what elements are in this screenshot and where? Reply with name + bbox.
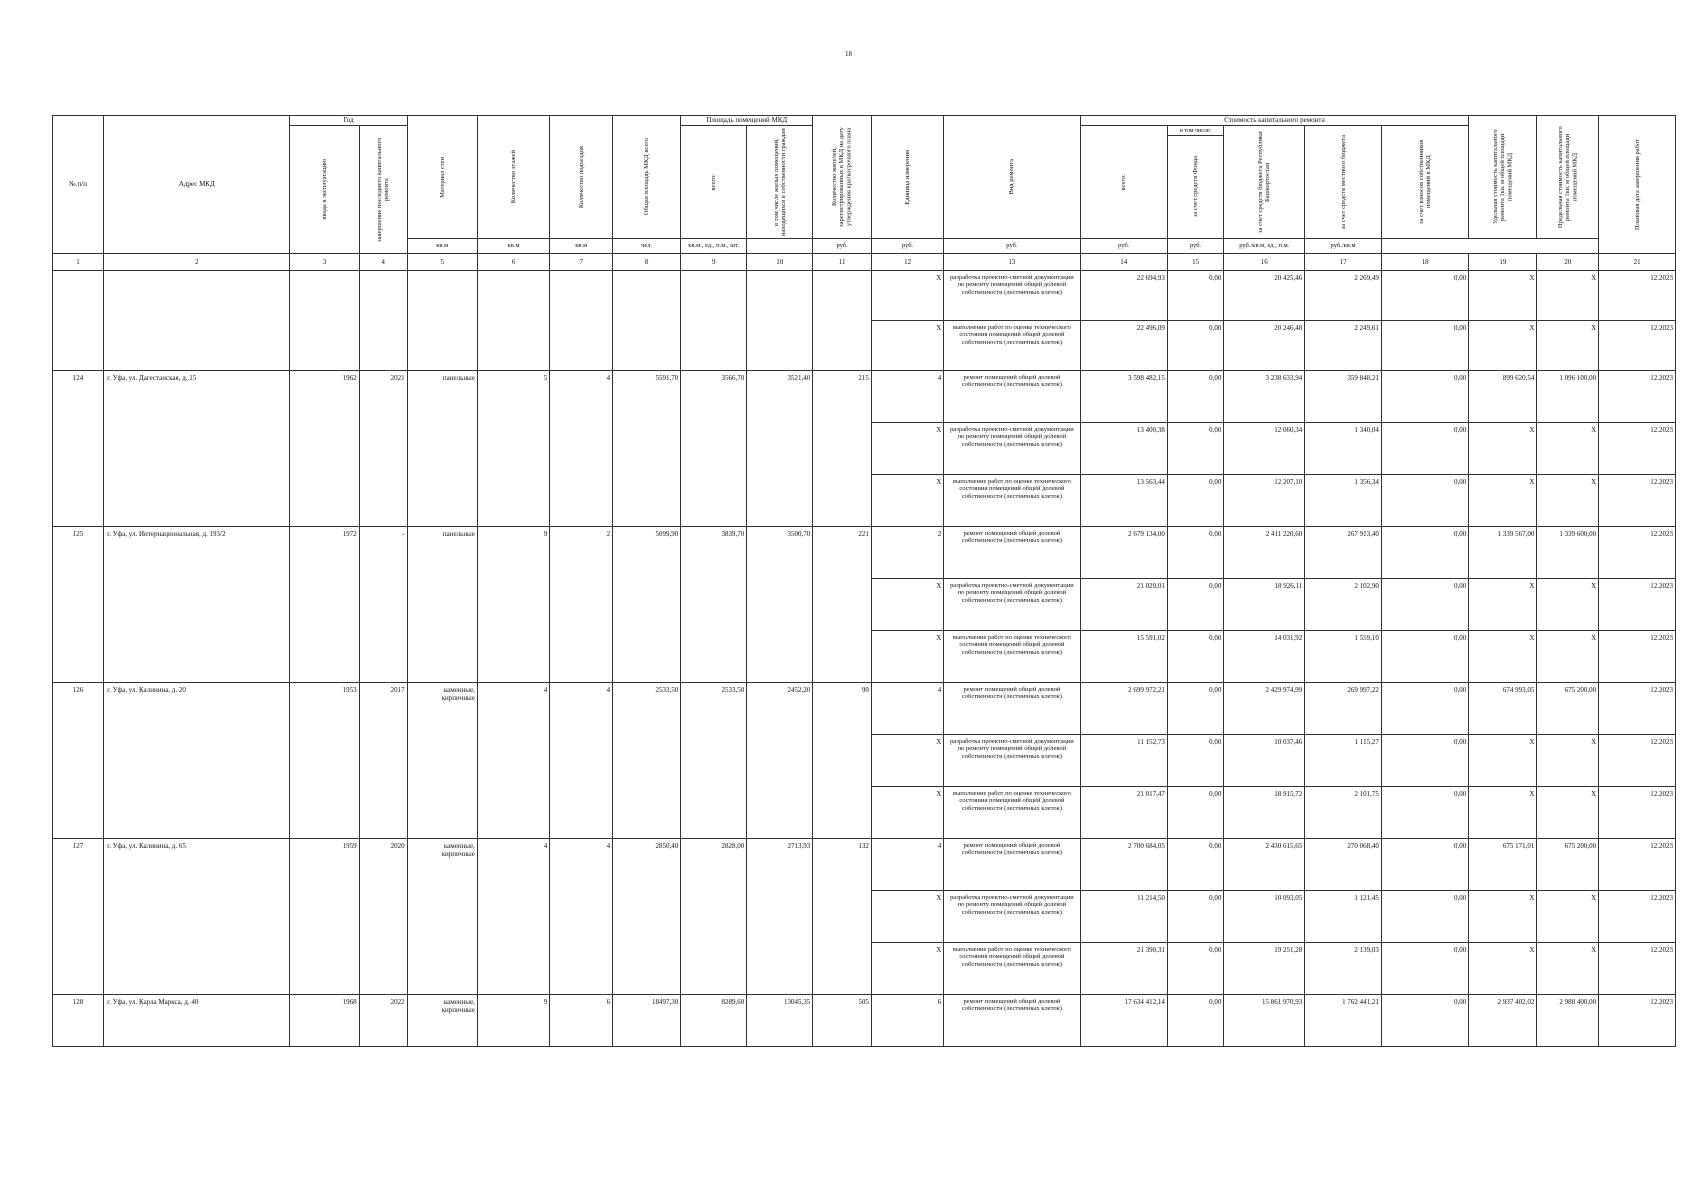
- cell-deadline: 12.2023: [1599, 943, 1676, 995]
- header-num: № п/п: [53, 116, 104, 254]
- cell-work-type: ремонт помещений общей долевой собственности (лестничных клеток): [944, 839, 1080, 891]
- cell-entrances: 4: [550, 371, 613, 527]
- cell-unit-cost: X: [1469, 579, 1537, 631]
- column-number: 8: [613, 254, 681, 271]
- cell-deadline: 12.2023: [1599, 423, 1676, 475]
- cell-max-cost: 675 200,00: [1537, 839, 1599, 891]
- cell-entrances: 6: [550, 995, 613, 1047]
- cell-qty: 4: [871, 683, 943, 735]
- cell-cost-total: 2 700 684,05: [1080, 839, 1167, 891]
- cell-unit-cost: X: [1469, 423, 1537, 475]
- cell-work-type: выполнение работ по оценке технического состояния помещений общей долевой собственности (лестничных клеток): [944, 943, 1080, 995]
- header-work-type: Вид ремонта: [944, 116, 1080, 239]
- cell-qty: X: [871, 271, 943, 321]
- cell-cost-republic: 18 915,72: [1224, 787, 1305, 839]
- cell-cost-fund: 0,00: [1167, 735, 1223, 787]
- cell-max-cost: X: [1537, 735, 1599, 787]
- cell-cost-republic: 2 411 220,60: [1224, 527, 1305, 579]
- header-cost-including: в том числе:: [1168, 128, 1223, 136]
- cell-area-living: 3500,70: [747, 527, 813, 683]
- column-number: 19: [1469, 254, 1537, 271]
- cell-unit-cost: 674 993,05: [1469, 683, 1537, 735]
- cell-year-built: 1959: [290, 839, 359, 995]
- cell-cost-total: 2 679 134,00: [1080, 527, 1167, 579]
- cell-floors: 4: [477, 839, 549, 995]
- cell-unit-cost: 899 620,54: [1469, 371, 1537, 423]
- cell-work-type: выполнение работ по оценке технического состояния помещений общей долевой собственности (лестничных клеток): [944, 321, 1080, 371]
- column-number: 15: [1167, 254, 1223, 271]
- table-row: [53, 683, 1676, 735]
- cell-deadline: 12.2023: [1599, 527, 1676, 579]
- cell-unit-cost: X: [1469, 321, 1537, 371]
- cell-unit-cost: 1 339 567,00: [1469, 527, 1537, 579]
- cell-deadline: 12.2023: [1599, 995, 1676, 1047]
- cell-cost-total: 21 017,47: [1080, 787, 1167, 839]
- cell-cost-local: 1 121,45: [1305, 891, 1382, 943]
- cell-cost-fund: 0,00: [1167, 995, 1223, 1047]
- cell-cost-owners: 0,00: [1381, 271, 1468, 321]
- cell-qty: X: [871, 475, 943, 527]
- cell-qty: X: [871, 423, 943, 475]
- unit-rub: руб.: [813, 239, 872, 254]
- unit-qty: кв.м., ед., п.м., шт.: [681, 239, 747, 254]
- cell-cost-owners: 0,00: [1381, 371, 1468, 423]
- cell-work-type: ремонт помещений общей долевой собственности (лестничных клеток): [944, 683, 1080, 735]
- cell-wall: каменные, кирпичные: [407, 683, 477, 839]
- unit-rub: руб.: [944, 239, 1080, 254]
- unit-rub-per-sqm: руб./кв.м: [1305, 239, 1382, 254]
- cell-max-cost: X: [1537, 321, 1599, 371]
- cell-cost-owners: 0,00: [1381, 475, 1468, 527]
- unit-rub-per: руб./кв.м, ед., п.м.: [1224, 239, 1305, 254]
- header-residents: Количество жителей, зарегистрированных в МКД на дату утверждения краткосрочного плана: [813, 116, 872, 239]
- cell-total-area: 2850,40: [613, 839, 681, 995]
- cell-cost-total: 17 634 412,14: [1080, 995, 1167, 1047]
- cell-address: г. Уфа, ул. Калинина, д. 20: [104, 683, 290, 839]
- cell-empty: [477, 271, 549, 371]
- cell-unit-cost: X: [1469, 891, 1537, 943]
- table-row: [53, 371, 1676, 423]
- cell-year-built: 1972: [290, 527, 359, 683]
- cell-residents: 90: [813, 683, 872, 839]
- cell-cost-republic: 10 037,46: [1224, 735, 1305, 787]
- header-unit-cost: Удельная стоимость капитального ремонта 1кв. м общей площади помещений МКД: [1469, 116, 1537, 239]
- cell-work-type: выполнение работ по оценке технического состояния помещений общей долевой собственности (лестничных клеток): [944, 787, 1080, 839]
- table-row: [53, 527, 1676, 579]
- cell-empty: [550, 271, 613, 371]
- cell-floors: 4: [477, 683, 549, 839]
- cell-cost-local: 1 340,04: [1305, 423, 1382, 475]
- cell-year-built: 1968: [290, 995, 359, 1047]
- cell-empty: [681, 271, 747, 371]
- cell-cost-owners: 0,00: [1381, 683, 1468, 735]
- cell-cost-fund: 0,00: [1167, 683, 1223, 735]
- cell-area-all: 3839,70: [681, 527, 747, 683]
- cell-cost-republic: 19 251,28: [1224, 943, 1305, 995]
- cell-cost-owners: 0,00: [1381, 891, 1468, 943]
- cell-num: 126: [53, 683, 104, 839]
- cell-empty: [104, 271, 290, 371]
- cell-address: г. Уфа, ул. Интернациональная, д. 193/2: [104, 527, 290, 683]
- unit-area: кв.м: [477, 239, 549, 254]
- cell-work-type: разработка проектно-сметной документации по ремонту помещений общей долевой собственности (лестничных клеток): [944, 735, 1080, 787]
- column-number: 2: [104, 254, 290, 271]
- cell-work-type: разработка проектно-сметной документации по ремонту помещений общей долевой собственности (лестничных клеток): [944, 271, 1080, 321]
- cell-qty: X: [871, 943, 943, 995]
- cell-year-built: 1953: [290, 683, 359, 839]
- unit-area: кв.м: [407, 239, 477, 254]
- cell-cost-republic: 14 031,92: [1224, 631, 1305, 683]
- cell-cost-fund: 0,00: [1167, 787, 1223, 839]
- cell-residents: 505: [813, 995, 872, 1047]
- cell-address: г. Уфа, ул. Карла Маркса, д. 40: [104, 995, 290, 1047]
- cell-work-type: разработка проектно-сметной документации по ремонту помещений общей долевой собственности (лестничных клеток): [944, 891, 1080, 943]
- cell-cost-fund: 0,00: [1167, 527, 1223, 579]
- cell-cost-fund: 0,00: [1167, 423, 1223, 475]
- cell-work-type: ремонт помещений общей долевой собственности (лестничных клеток): [944, 527, 1080, 579]
- cell-cost-total: 22 496,09: [1080, 321, 1167, 371]
- column-number: 10: [747, 254, 813, 271]
- cell-total-area: 5591,70: [613, 371, 681, 527]
- column-number: 12: [871, 254, 943, 271]
- cell-cost-local: 1 762 441,21: [1305, 995, 1382, 1047]
- column-number: 5: [407, 254, 477, 271]
- cell-wall: каменные, кирпичные: [407, 995, 477, 1047]
- cell-cost-total: 21 029,01: [1080, 579, 1167, 631]
- cell-unit-cost: 2 937 402,02: [1469, 995, 1537, 1047]
- cell-year-repair: -: [359, 527, 407, 683]
- cell-address: г. Уфа, ул. Дагестанская, д. 15: [104, 371, 290, 527]
- header-floors: Количество этажей: [477, 116, 549, 239]
- cell-cost-local: 2 249,61: [1305, 321, 1382, 371]
- cell-unit-cost: X: [1469, 735, 1537, 787]
- cell-qty: X: [871, 321, 943, 371]
- cell-max-cost: X: [1537, 271, 1599, 321]
- cell-cost-fund: 0,00: [1167, 943, 1223, 995]
- cell-max-cost: X: [1537, 943, 1599, 995]
- cell-area-living: 2452,20: [747, 683, 813, 839]
- cell-max-cost: X: [1537, 475, 1599, 527]
- cell-empty: [613, 271, 681, 371]
- cell-max-cost: 1 096 100,00: [1537, 371, 1599, 423]
- cell-deadline: 12.2023: [1599, 631, 1676, 683]
- cell-deadline: 12.2023: [1599, 683, 1676, 735]
- cell-deadline: 12.2023: [1599, 839, 1676, 891]
- cell-entrances: 4: [550, 839, 613, 995]
- header-total-area: Общая площадь МКД всего: [613, 116, 681, 239]
- cell-qty: 4: [871, 371, 943, 423]
- table-row: [53, 995, 1676, 1047]
- cell-floors: 9: [477, 527, 549, 683]
- cell-area-all: 2828,00: [681, 839, 747, 995]
- column-number: 11: [813, 254, 872, 271]
- cell-area-living: 13045,35: [747, 995, 813, 1047]
- cell-wall: каменные, кирпичные: [407, 839, 477, 995]
- header-cost-group: Стоимость капитального ремонта: [1080, 116, 1469, 126]
- cell-deadline: 12.2023: [1599, 475, 1676, 527]
- cell-qty: 2: [871, 527, 943, 579]
- cell-deadline: 12.2023: [1599, 271, 1676, 321]
- cell-cost-owners: 0,00: [1381, 423, 1468, 475]
- column-number: 14: [1080, 254, 1167, 271]
- cell-cost-owners: 0,00: [1381, 943, 1468, 995]
- cell-cost-local: 1 115,27: [1305, 735, 1382, 787]
- cell-cost-owners: 0,00: [1381, 321, 1468, 371]
- cell-cost-owners: 0,00: [1381, 995, 1468, 1047]
- cell-residents: 215: [813, 371, 872, 527]
- cell-area-all: 8289,60: [681, 995, 747, 1047]
- cell-cost-total: 13 400,38: [1080, 423, 1167, 475]
- table-row: [53, 839, 1676, 891]
- cell-area-all: 2533,50: [681, 683, 747, 839]
- cell-area-all: 3566,70: [681, 371, 747, 527]
- cell-cost-fund: 0,00: [1167, 321, 1223, 371]
- cell-cost-local: 270 068,40: [1305, 839, 1382, 891]
- cell-deadline: 12.2023: [1599, 735, 1676, 787]
- cell-cost-local: 359 848,21: [1305, 371, 1382, 423]
- cell-max-cost: X: [1537, 631, 1599, 683]
- cell-deadline: 12.2023: [1599, 579, 1676, 631]
- cell-num: 125: [53, 527, 104, 683]
- cell-year-repair: 2020: [359, 839, 407, 995]
- cell-max-cost: 675 200,00: [1537, 683, 1599, 735]
- column-number: 1: [53, 254, 104, 271]
- cell-unit-cost: X: [1469, 787, 1537, 839]
- cell-cost-fund: 0,00: [1167, 475, 1223, 527]
- cell-area-living: 3521,40: [747, 371, 813, 527]
- cell-deadline: 12.2023: [1599, 891, 1676, 943]
- cell-cost-republic: 12 207,10: [1224, 475, 1305, 527]
- cell-work-type: разработка проектно-сметной документации по ремонту помещений общей долевой собственности (лестничных клеток): [944, 579, 1080, 631]
- cell-max-cost: 1 339 600,00: [1537, 527, 1599, 579]
- cell-cost-total: 11 152,73: [1080, 735, 1167, 787]
- cell-cost-total: 3 598 482,15: [1080, 371, 1167, 423]
- cell-cost-republic: 3 238 633,94: [1224, 371, 1305, 423]
- cell-cost-republic: 20 425,46: [1224, 271, 1305, 321]
- cell-unit-cost: X: [1469, 631, 1537, 683]
- cell-max-cost: 2 988 400,00: [1537, 995, 1599, 1047]
- header-area-living: в том числе жилых помещений, находящихся в собственности граждан: [747, 126, 813, 239]
- cell-total-area: 18497,30: [613, 995, 681, 1047]
- cell-residents: 221: [813, 527, 872, 683]
- column-number: 4: [359, 254, 407, 271]
- cell-cost-republic: 10 093,05: [1224, 891, 1305, 943]
- header-cost-local: за счет средств местного бюджета: [1305, 126, 1382, 239]
- cell-work-type: выполнение работ по оценке технического состояния помещений общей долевой собственности (лестничных клеток): [944, 475, 1080, 527]
- cell-work-type: выполнение работ по оценке технического состояния помещений общей долевой собственности (лестничных клеток): [944, 631, 1080, 683]
- cell-cost-owners: 0,00: [1381, 527, 1468, 579]
- unit-rub: руб.: [871, 239, 943, 254]
- header-deadline: Плановая дата завершения работ: [1599, 116, 1676, 254]
- column-number: 7: [550, 254, 613, 271]
- cell-cost-owners: 0,00: [1381, 631, 1468, 683]
- cell-cost-total: 13 563,44: [1080, 475, 1167, 527]
- unit-rub: руб.: [1167, 239, 1223, 254]
- table-body: [53, 271, 1676, 1047]
- cell-empty: [407, 271, 477, 371]
- header-area-all: всего:: [681, 126, 747, 239]
- column-number: 18: [1381, 254, 1468, 271]
- cell-wall: панельные: [407, 527, 477, 683]
- cell-num: 128: [53, 995, 104, 1047]
- unit-people: чел.: [613, 239, 681, 254]
- cell-cost-local: 2 139,03: [1305, 943, 1382, 995]
- column-number: 21: [1599, 254, 1676, 271]
- column-number: 6: [477, 254, 549, 271]
- cell-cost-total: 21 390,31: [1080, 943, 1167, 995]
- cell-cost-local: 267 913,40: [1305, 527, 1382, 579]
- cell-num: 127: [53, 839, 104, 995]
- page-number: 18: [845, 50, 852, 58]
- cell-unit-cost: X: [1469, 943, 1537, 995]
- cell-cost-fund: 0,00: [1167, 371, 1223, 423]
- cell-residents: 132: [813, 839, 872, 995]
- table-row: [53, 271, 1676, 321]
- cell-cost-fund: 0,00: [1167, 839, 1223, 891]
- column-number: 17: [1305, 254, 1382, 271]
- cell-cost-owners: 0,00: [1381, 839, 1468, 891]
- cell-year-repair: 2022: [359, 995, 407, 1047]
- cell-cost-local: 2 102,90: [1305, 579, 1382, 631]
- cell-qty: 4: [871, 839, 943, 891]
- cell-max-cost: X: [1537, 891, 1599, 943]
- cell-num: 124: [53, 371, 104, 527]
- cell-year-repair: 2021: [359, 371, 407, 527]
- cell-empty: [813, 271, 872, 371]
- header-wall: Материал стен: [407, 116, 477, 239]
- cell-deadline: 12.2023: [1599, 321, 1676, 371]
- unit-area: кв.м: [550, 239, 613, 254]
- header-max-cost: Предельная стоимость капитального ремонта 1кв. м общей площади помещений МКД: [1537, 116, 1599, 239]
- column-number: 13: [944, 254, 1080, 271]
- header-cost-republic: за счет средств бюджета Республики Башкортостан: [1224, 126, 1305, 239]
- cell-wall: панельные: [407, 371, 477, 527]
- cell-deadline: 12.2023: [1599, 787, 1676, 839]
- unit-rub: руб.: [1080, 239, 1167, 254]
- header-address: Адрес МКД: [104, 116, 290, 254]
- cell-cost-total: 11 214,50: [1080, 891, 1167, 943]
- header-year-built: ввода в эксплуатацию: [290, 126, 359, 254]
- cell-floors: 5: [477, 371, 549, 527]
- cell-cost-total: 22 694,93: [1080, 271, 1167, 321]
- cell-cost-local: 2 269,49: [1305, 271, 1382, 321]
- cell-cost-total: 2 699 972,21: [1080, 683, 1167, 735]
- cell-cost-fund: 0,00: [1167, 631, 1223, 683]
- cell-cost-local: 269 997,22: [1305, 683, 1382, 735]
- unit-empty: [747, 239, 813, 254]
- cell-max-cost: X: [1537, 787, 1599, 839]
- header-area-group: Площадь помещений МКД: [681, 116, 813, 126]
- cell-year-built: 1962: [290, 371, 359, 527]
- cell-max-cost: X: [1537, 423, 1599, 475]
- cell-total-area: 5099,90: [613, 527, 681, 683]
- cell-unit-cost: X: [1469, 271, 1537, 321]
- cell-cost-fund: 0,00: [1167, 271, 1223, 321]
- cell-work-type: ремонт помещений общей долевой собственности (лестничных клеток): [944, 371, 1080, 423]
- cell-deadline: 12.2023: [1599, 371, 1676, 423]
- cell-cost-republic: 2 429 974,99: [1224, 683, 1305, 735]
- cell-cost-republic: 2 430 615,65: [1224, 839, 1305, 891]
- cell-qty: X: [871, 891, 943, 943]
- cell-qty: 6: [871, 995, 943, 1047]
- cell-cost-fund: 0,00: [1167, 579, 1223, 631]
- cell-cost-fund: 0,00: [1167, 891, 1223, 943]
- cell-qty: X: [871, 579, 943, 631]
- column-numbers-row: [53, 254, 1676, 271]
- cell-cost-republic: 18 926,11: [1224, 579, 1305, 631]
- cell-cost-republic: 20 246,48: [1224, 321, 1305, 371]
- header-year-repair: завершение последнего капитального ремонта: [359, 126, 407, 254]
- cell-floors: 9: [477, 995, 549, 1047]
- cell-area-living: 2713,93: [747, 839, 813, 995]
- cell-max-cost: X: [1537, 579, 1599, 631]
- repair-plan-table: [52, 115, 1676, 1047]
- cell-cost-republic: 12 060,34: [1224, 423, 1305, 475]
- column-number: 9: [681, 254, 747, 271]
- cell-cost-local: 2 101,75: [1305, 787, 1382, 839]
- cell-empty: [747, 271, 813, 371]
- cell-cost-owners: 0,00: [1381, 579, 1468, 631]
- cell-empty: [359, 271, 407, 371]
- cell-empty: [290, 271, 359, 371]
- header-cost-fund: в том числе: за счет средств Фонда: [1167, 126, 1223, 239]
- cell-address: г. Уфа, ул. Калинина, д. 65: [104, 839, 290, 995]
- header-entrances: Количество подъездов: [550, 116, 613, 239]
- header-cost-owners: за счет взносов собственников помещений в МКД: [1381, 126, 1468, 239]
- cell-qty: X: [871, 735, 943, 787]
- table-header: [53, 116, 1676, 271]
- cell-total-area: 2533,50: [613, 683, 681, 839]
- cell-cost-republic: 15 861 970,93: [1224, 995, 1305, 1047]
- cell-cost-local: 1 559,10: [1305, 631, 1382, 683]
- cell-work-type: ремонт помещений общей долевой собственности (лестничных клеток): [944, 995, 1080, 1047]
- header-cost-total: всего:: [1080, 126, 1167, 239]
- cell-qty: X: [871, 631, 943, 683]
- cell-entrances: 4: [550, 683, 613, 839]
- cell-work-type: разработка проектно-сметной документации по ремонту помещений общей долевой собственности (лестничных клеток): [944, 423, 1080, 475]
- cell-cost-owners: 0,00: [1381, 787, 1468, 839]
- cell-cost-owners: 0,00: [1381, 735, 1468, 787]
- header-unit-qty: Единица измерения: [871, 116, 943, 239]
- cell-empty: [53, 271, 104, 371]
- header-year-group: Год: [290, 116, 407, 126]
- cell-year-repair: 2017: [359, 683, 407, 839]
- cell-entrances: 2: [550, 527, 613, 683]
- cell-cost-local: 1 356,34: [1305, 475, 1382, 527]
- cell-unit-cost: X: [1469, 475, 1537, 527]
- column-number: 16: [1224, 254, 1305, 271]
- column-number: 20: [1537, 254, 1599, 271]
- cell-cost-total: 15 591,02: [1080, 631, 1167, 683]
- column-number: 3: [290, 254, 359, 271]
- cell-qty: X: [871, 787, 943, 839]
- cell-unit-cost: 675 171,01: [1469, 839, 1537, 891]
